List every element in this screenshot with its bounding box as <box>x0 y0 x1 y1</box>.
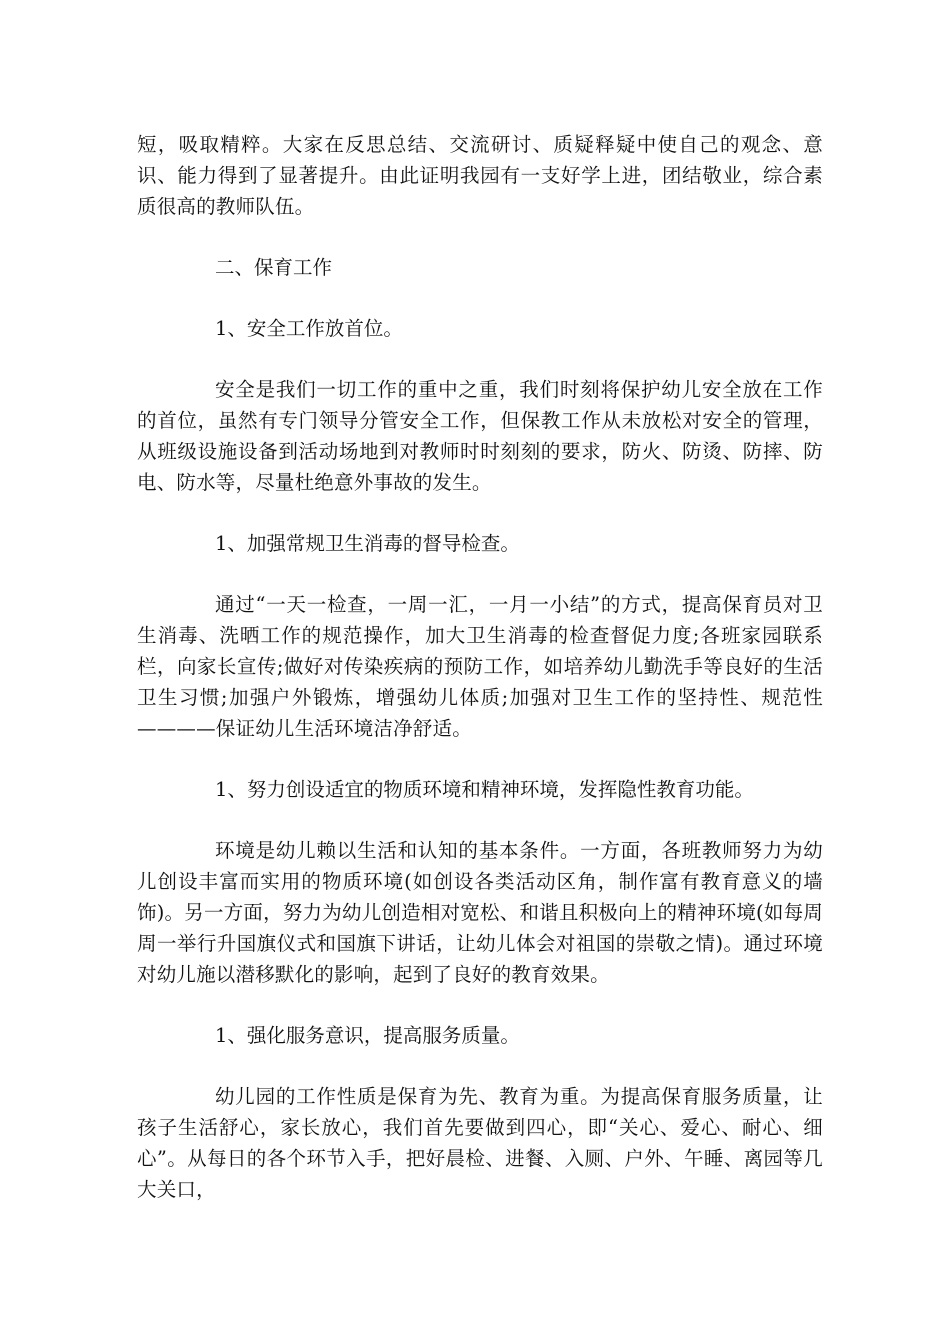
section-heading-childcare: 二、保育工作 <box>215 256 333 279</box>
paragraph-continuation: 短，吸取精粹。大家在反思总结、交流研讨、质疑释疑中使自己的观念、意识、能力得到了显著提升。由此证明我园有一支好学上进，团结敬业，综合素质很高的教师队伍。 <box>137 133 823 218</box>
subheading-hygiene: 1、加强常规卫生消毒的督导检查。 <box>215 532 520 555</box>
paragraph-hygiene: 通过“一天一检查，一周一汇，一月一小结”的方式，提高保育员对卫生消毒、洗晒工作的规范操作，加大卫生消毒的检查督促力度;各班家园联系栏，向家长宣传;做好对传染疾病的预防工作，如培养幼儿勤洗手等良好的生活卫生习惯;加强户外锻炼，增强幼儿体质;加强对卫生工作的坚持性、规范性————保证幼儿生活环境洁净舒适。 <box>137 593 823 740</box>
paragraph-environment: 环境是幼儿赖以生活和认知的基本条件。一方面，各班教师努力为幼儿创设丰富而实用的物质环境(如创设各类活动区角，制作富有教育意义的墙饰)。另一方面，努力为幼儿创造相对宽松、和谐且积极向上的精神环境(如每周周一举行升国旗仪式和国旗下讲话，让幼儿体会对祖国的崇敬之情)。通过环境对幼儿施以潜移默化的影响，起到了良好的教育效果。 <box>137 839 823 986</box>
document-page <box>137 129 823 1235</box>
paragraph-safety: 安全是我们一切工作的重中之重，我们时刻将保护幼儿安全放在工作的首位，虽然有专门领导分管安全工作，但保教工作从未放松对安全的管理，从班级设施设备到活动场地到对教师时时刻刻的要求，防火、防烫、防摔、防电、防水等，尽量杜绝意外事故的发生。 <box>137 378 823 494</box>
subheading-environment: 1、努力创设适宜的物质环境和精神环境，发挥隐性教育功能。 <box>215 778 754 801</box>
subheading-service: 1、强化服务意识，提高服务质量。 <box>215 1024 520 1047</box>
subheading-safety: 1、安全工作放首位。 <box>215 317 403 340</box>
paragraph-service: 幼儿园的工作性质是保育为先、教育为重。为提高保育服务质量，让孩子生活舒心，家长放心，我们首先要做到四心，即“关心、爱心、耐心、细心”。从每日的各个环节入手，把好晨检、进餐、入厕、户外、午睡、离园等几大关口， <box>137 1085 823 1201</box>
